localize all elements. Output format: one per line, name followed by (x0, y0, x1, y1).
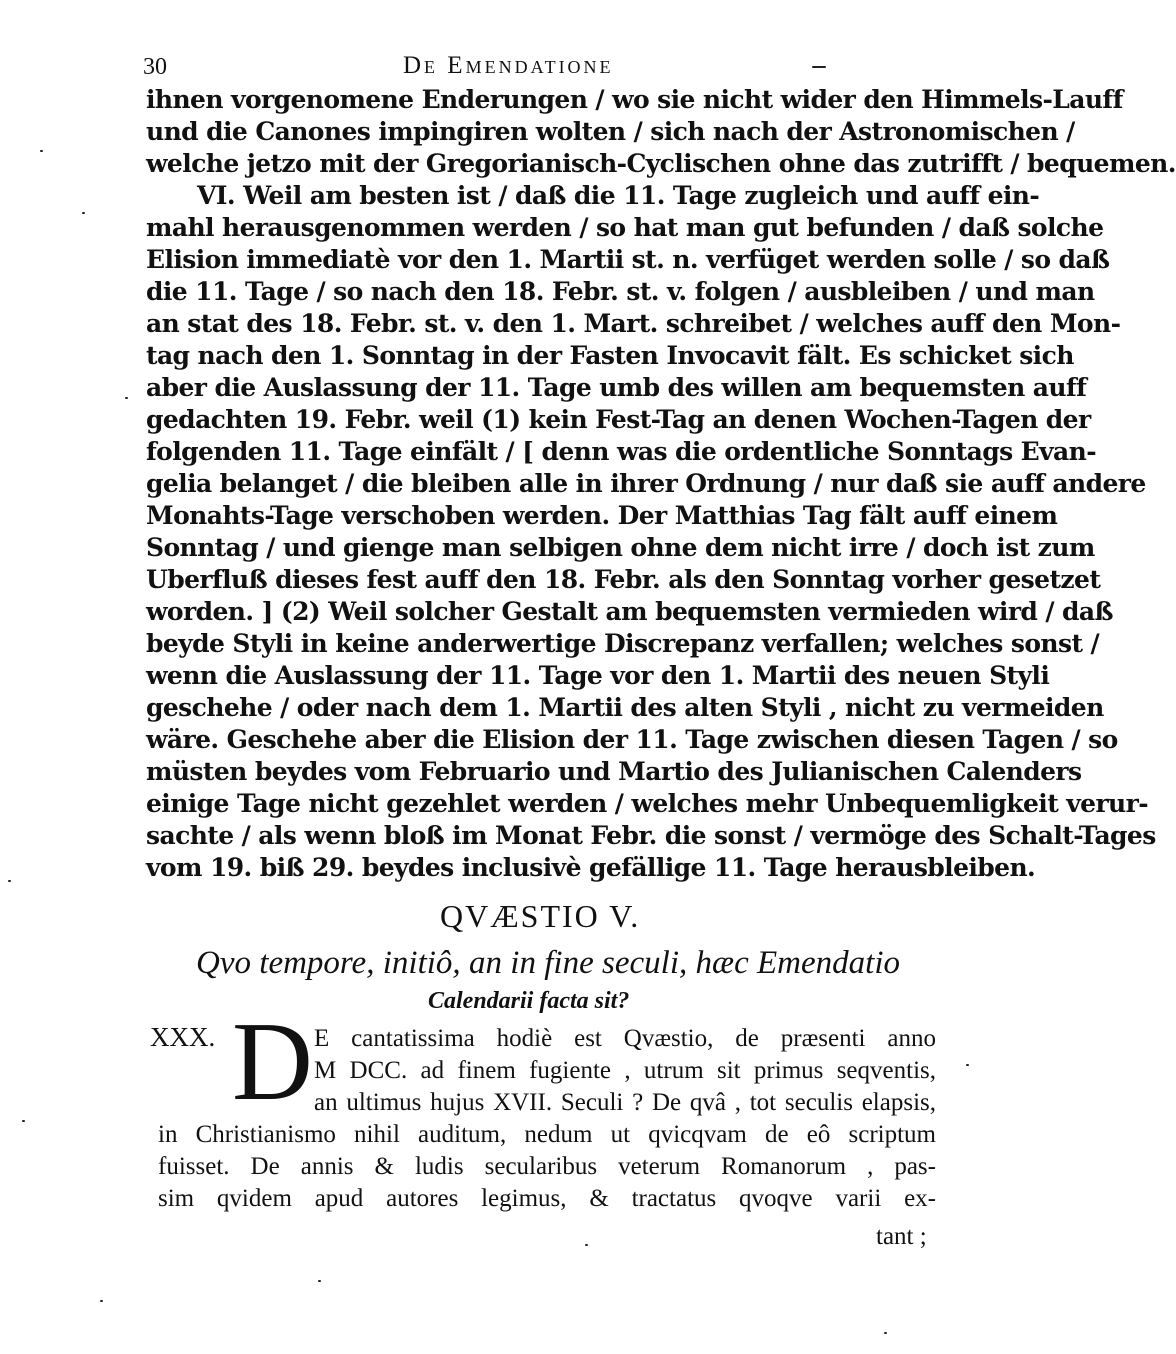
body-line: Sonntag / und gienge man selbigen ohne dem nicht irre / doch ist zum (146, 533, 1095, 562)
print-speck (100, 1300, 103, 1302)
body-line: aber die Auslassung der 11. Tage umb des willen am bequemsten auff (146, 373, 1087, 402)
print-speck (125, 397, 128, 399)
body-line: gelia belanget / die bleiben alle in ihrer Ordnung / nur daß sie auff andere (146, 469, 1146, 498)
body-line: worden. ] (2) Weil solcher Gestalt am bequemsten vermieden wird / daß (146, 597, 1113, 626)
print-speck (318, 1280, 321, 1282)
print-speck (82, 212, 85, 214)
catchword: tant ; (876, 1223, 927, 1250)
body-line: und die Canones impingiren wolten / sich nach der Astronomischen / (146, 117, 1075, 146)
running-head: De Emendatione (403, 52, 614, 79)
section-line: E cantatissima hodiè est Qvæstio, de præsenti anno (314, 1025, 936, 1052)
print-speck (884, 1332, 887, 1334)
print-speck (22, 1120, 25, 1122)
body-line: die 11. Tage / so nach den 18. Febr. st. v. folgen / ausbleiben / und man (146, 277, 1095, 306)
body-line: Uberfluß dieses fest auff den 18. Febr. als den Sonntag vorher gesetzet (146, 565, 1101, 594)
question-title: Qvo tempore, initiô, an in fine seculi, hæc Emendatio (196, 945, 900, 981)
question-heading: QVÆSTIO V. (440, 898, 641, 934)
body-line: ihnen vorgenomene Enderungen / wo sie nicht wider den Himmels-Lauff (146, 85, 1123, 114)
body-line: folgenden 11. Tage einfält / [ denn was die ordentliche Sonntags Evan- (146, 437, 1097, 466)
print-speck (585, 1244, 588, 1246)
question-title-continued: Calendarii facta sit? (428, 988, 630, 1014)
body-line: einige Tage nicht gezehlet werden / welches mehr Unbequemligkeit verur- (146, 789, 1148, 818)
body-line: an stat des 18. Febr. st. v. den 1. Mart. schreibet / welches auff den Mon- (146, 309, 1121, 338)
print-speck (40, 150, 43, 152)
print-speck (966, 1064, 969, 1066)
body-line: vom 19. biß 29. beydes inclusivè gefällige 11. Tage herausbleiben. (146, 853, 1036, 882)
body-line: gedachten 19. Febr. weil (1) kein Fest-Tag an denen Wochen-Tagen der (146, 405, 1091, 434)
body-line: sachte / als wenn bloß im Monat Febr. die sonst / vermöge des Schalt-Tages (146, 821, 1156, 850)
section-line: M DCC. ad finem fugiente , utrum sit primus seqventis, (314, 1057, 936, 1084)
body-line: Monahts-Tage verschoben werden. Der Matthias Tag fält auff einem (146, 501, 1058, 530)
body-line: Elision immediatè vor den 1. Martii st. n. verfüget werden solle / so daß (146, 245, 1110, 274)
body-line: beyde Styli in keine anderwertige Discrepanz verfallen; welches sonst / (146, 629, 1100, 658)
body-line: müsten beydes vom Februario und Martio des Julianischen Calenders (146, 757, 1082, 786)
section-number: XXX. (150, 1022, 216, 1052)
print-speck (8, 880, 11, 882)
body-line: tag nach den 1. Sonntag in der Fasten Invocavit fält. Es schicket sich (146, 341, 1074, 370)
drop-cap-initial: D (232, 1000, 313, 1124)
body-line: welche jetzo mit der Gregorianisch-Cyclischen ohne das zutrifft / bequemen. (146, 149, 1176, 178)
body-line: wäre. Geschehe aber die Elision der 11. Tage zwischen diesen Tagen / so (146, 725, 1118, 754)
body-line: geschehe / oder nach dem 1. Martii des alten Styli , nicht zu vermeiden (146, 693, 1104, 722)
body-line: wenn die Auslassung der 11. Tage vor den 1. Martii des neuen Styli (146, 661, 1050, 690)
section-line: an ultimus hujus XVII. Seculi ? De qvâ , tot seculis elapsis, (314, 1089, 936, 1116)
page-number: 30 (143, 54, 167, 80)
section-line: sim qvidem apud autores legimus, & tractatus qvoqve varii ex- (158, 1185, 936, 1212)
section-line: in Christianismo nihil auditum, nedum ut qvicqvam de eô scriptum (158, 1121, 936, 1148)
print-speck (812, 66, 826, 68)
section-line: fuisset. De annis & ludis secularibus veterum Romanorum , pas- (158, 1153, 936, 1180)
body-line: mahl herausgenommen werden / so hat man gut befunden / daß solche (146, 213, 1104, 242)
body-line: VI. Weil am besten ist / daß die 11. Tage zugleich und auff ein- (197, 181, 1040, 210)
